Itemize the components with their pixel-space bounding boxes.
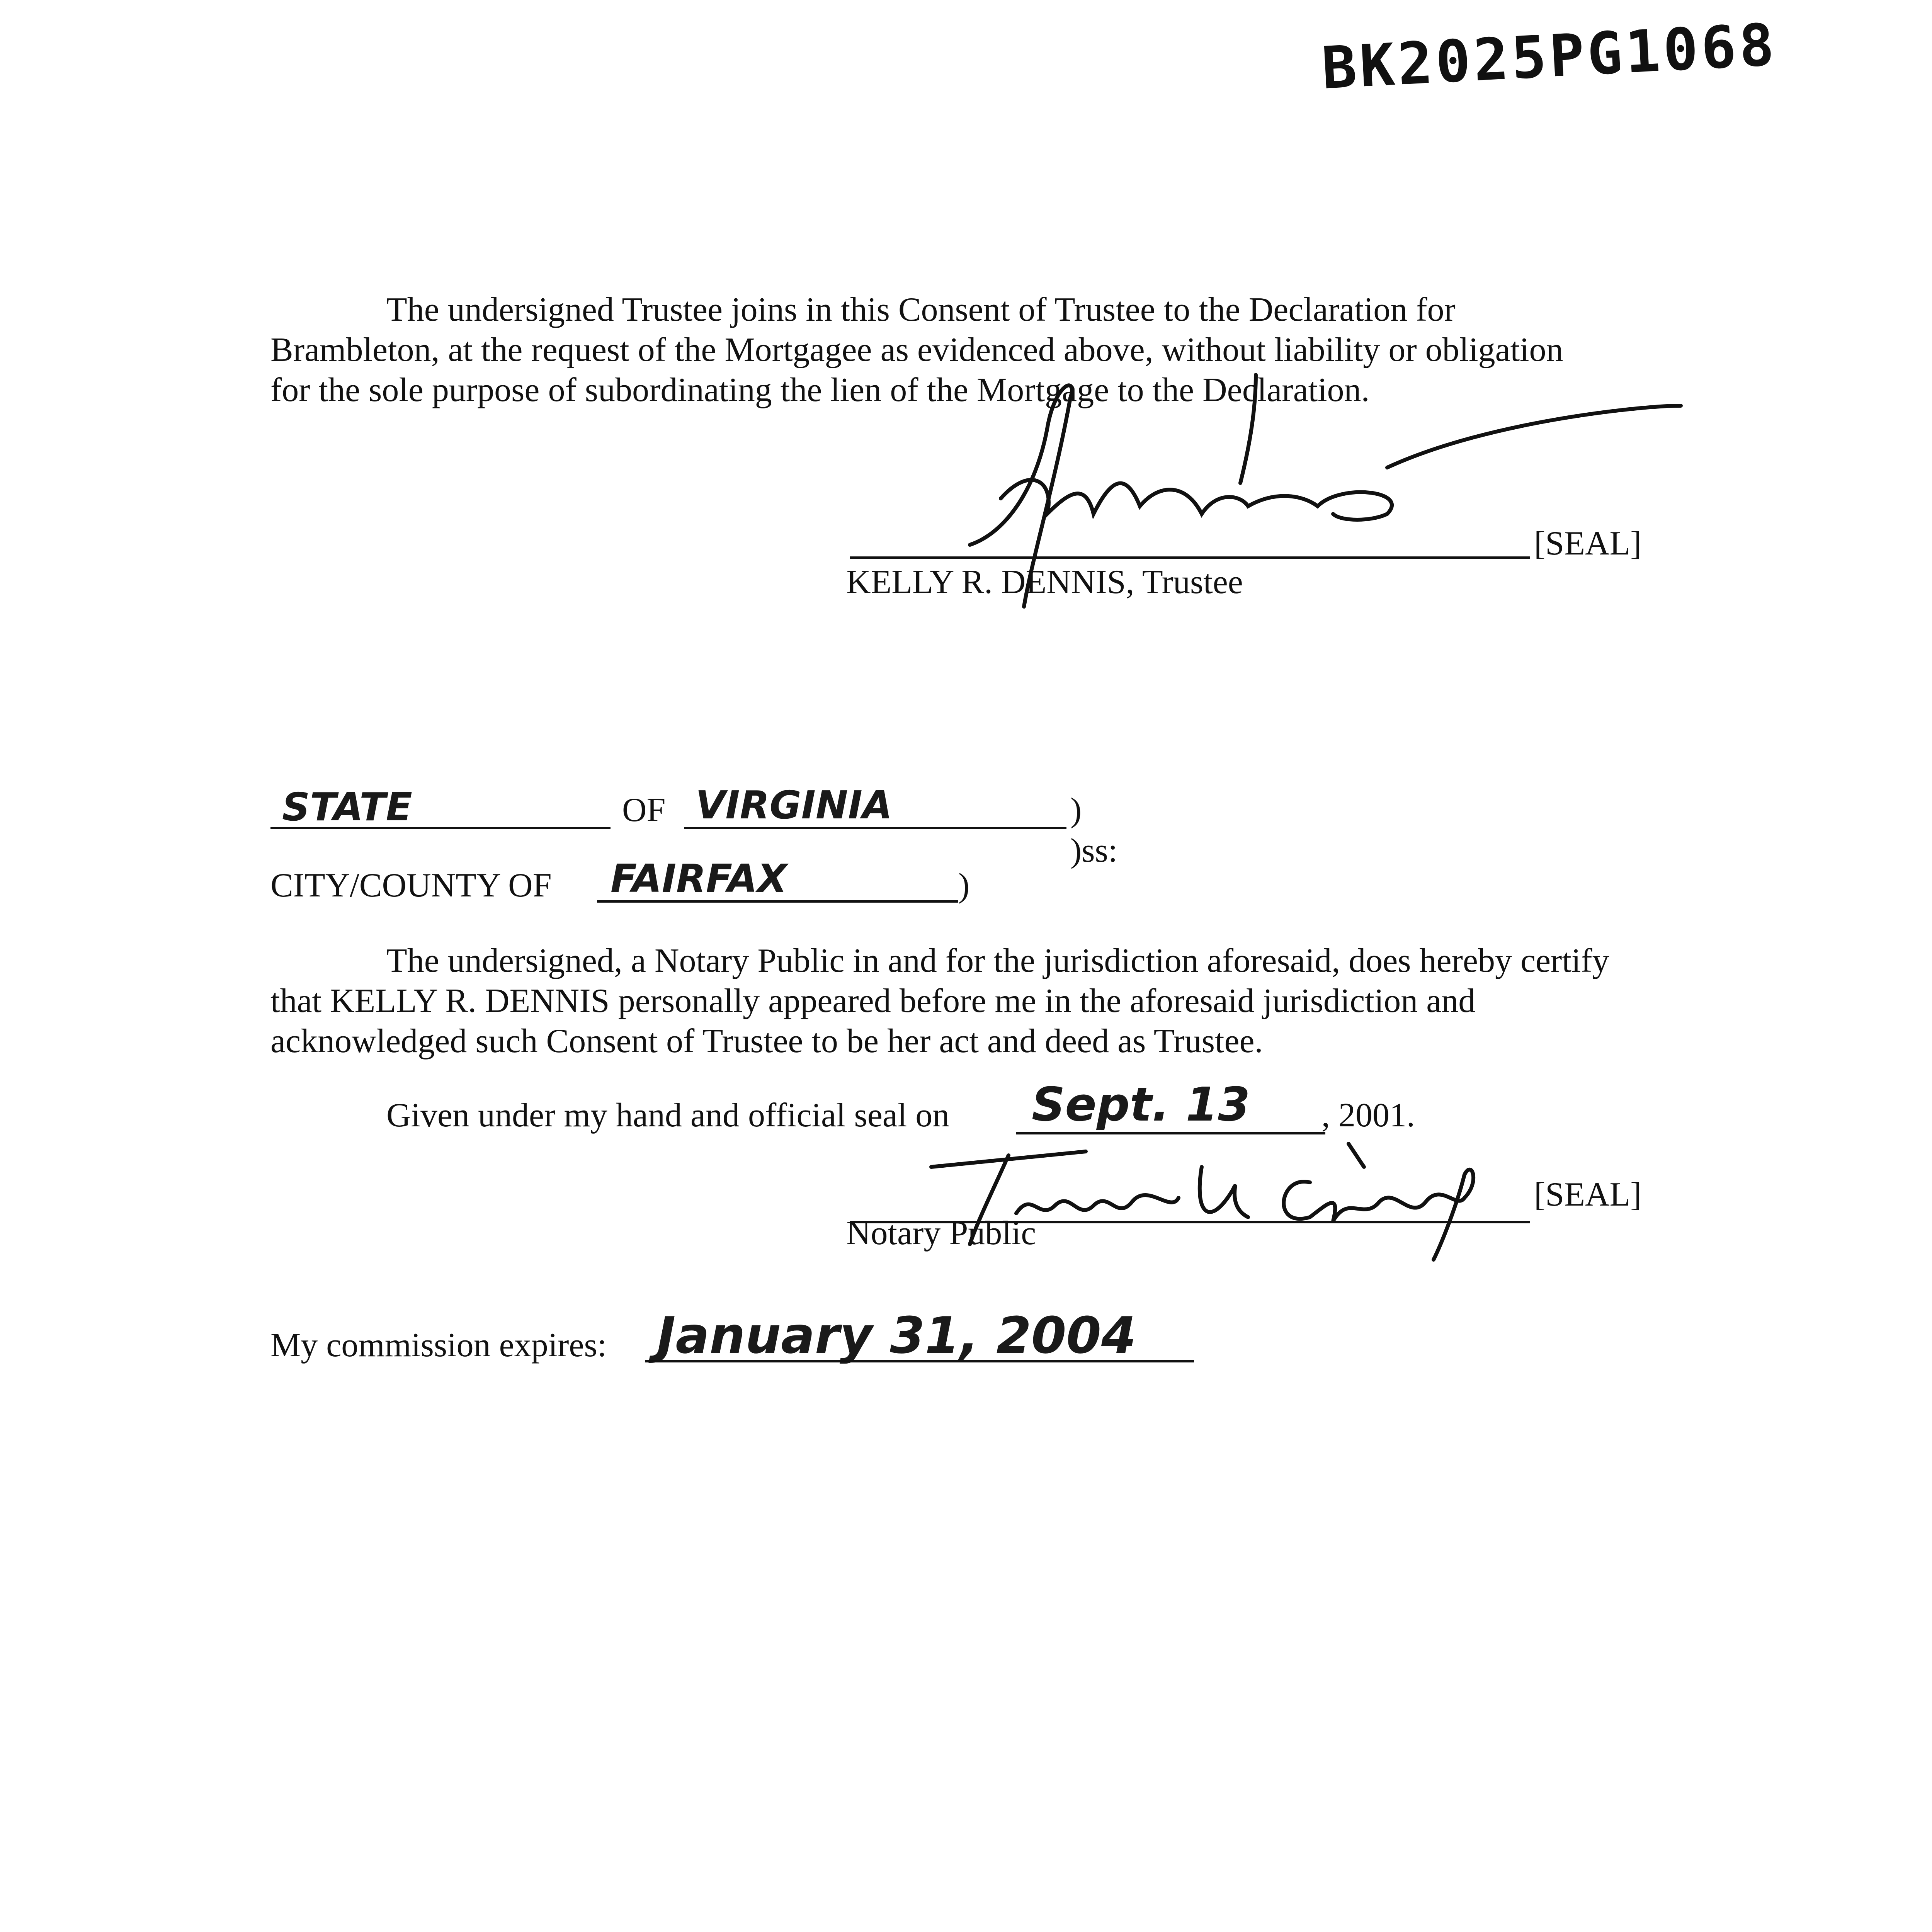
consent-line-3: for the sole purpose of subordinating the lien of the Mortgage to the Declaration. [270, 371, 1370, 409]
trustee-signature-line [850, 556, 1530, 559]
county-label: CITY/COUNTY OF [270, 867, 552, 904]
commission-underline [645, 1360, 1194, 1362]
given-date-handwritten: Sept. 13 [1032, 1078, 1250, 1132]
notary-line-3: acknowledged such Consent of Trustee to be her act and deed as Trustee. [270, 1022, 1263, 1060]
notary-seal-label: [SEAL] [1534, 1176, 1642, 1213]
county-value-handwritten: FAIRFAX [611, 856, 787, 901]
trustee-seal-label: [SEAL] [1534, 525, 1642, 562]
given-prefix: Given under my hand and official seal on [386, 1097, 950, 1134]
notary-line-1: The undersigned, a Notary Public in and for the jurisdiction aforesaid, does hereby certify [386, 942, 1609, 980]
close-paren-1: ) [1070, 791, 1082, 829]
notary-public-caption: Notary Public [846, 1214, 1036, 1252]
given-year: , 2001. [1321, 1097, 1415, 1134]
trustee-name-caption: KELLY R. DENNIS, Trustee [846, 563, 1243, 601]
commission-label: My commission expires: [270, 1327, 607, 1364]
county-underline [597, 900, 958, 903]
of-label: OF [622, 791, 666, 829]
consent-line-1: The undersigned Trustee joins in this Consent of Trustee to the Declaration for [386, 291, 1456, 328]
state-underline [270, 827, 611, 829]
consent-line-2: Brambleton, at the request of the Mortgagee as evidenced above, without liability or obligation [270, 331, 1563, 369]
book-page-stamp: BK2025PG1068 [1320, 11, 1779, 102]
notary-paragraph [270, 941, 1609, 1061]
ss-label: )ss: [1070, 832, 1118, 869]
state-value-underline [684, 827, 1066, 829]
state-handwritten: STATE [282, 784, 412, 830]
given-date-underline [1016, 1132, 1325, 1134]
notary-line-2: that KELLY R. DENNIS personally appeared before me in the aforesaid jurisdiction and [270, 982, 1476, 1020]
close-paren-2: ) [958, 867, 970, 904]
commission-date-handwritten: January 31, 2004 [657, 1306, 1136, 1365]
state-value-handwritten: VIRGINIA [696, 782, 893, 828]
